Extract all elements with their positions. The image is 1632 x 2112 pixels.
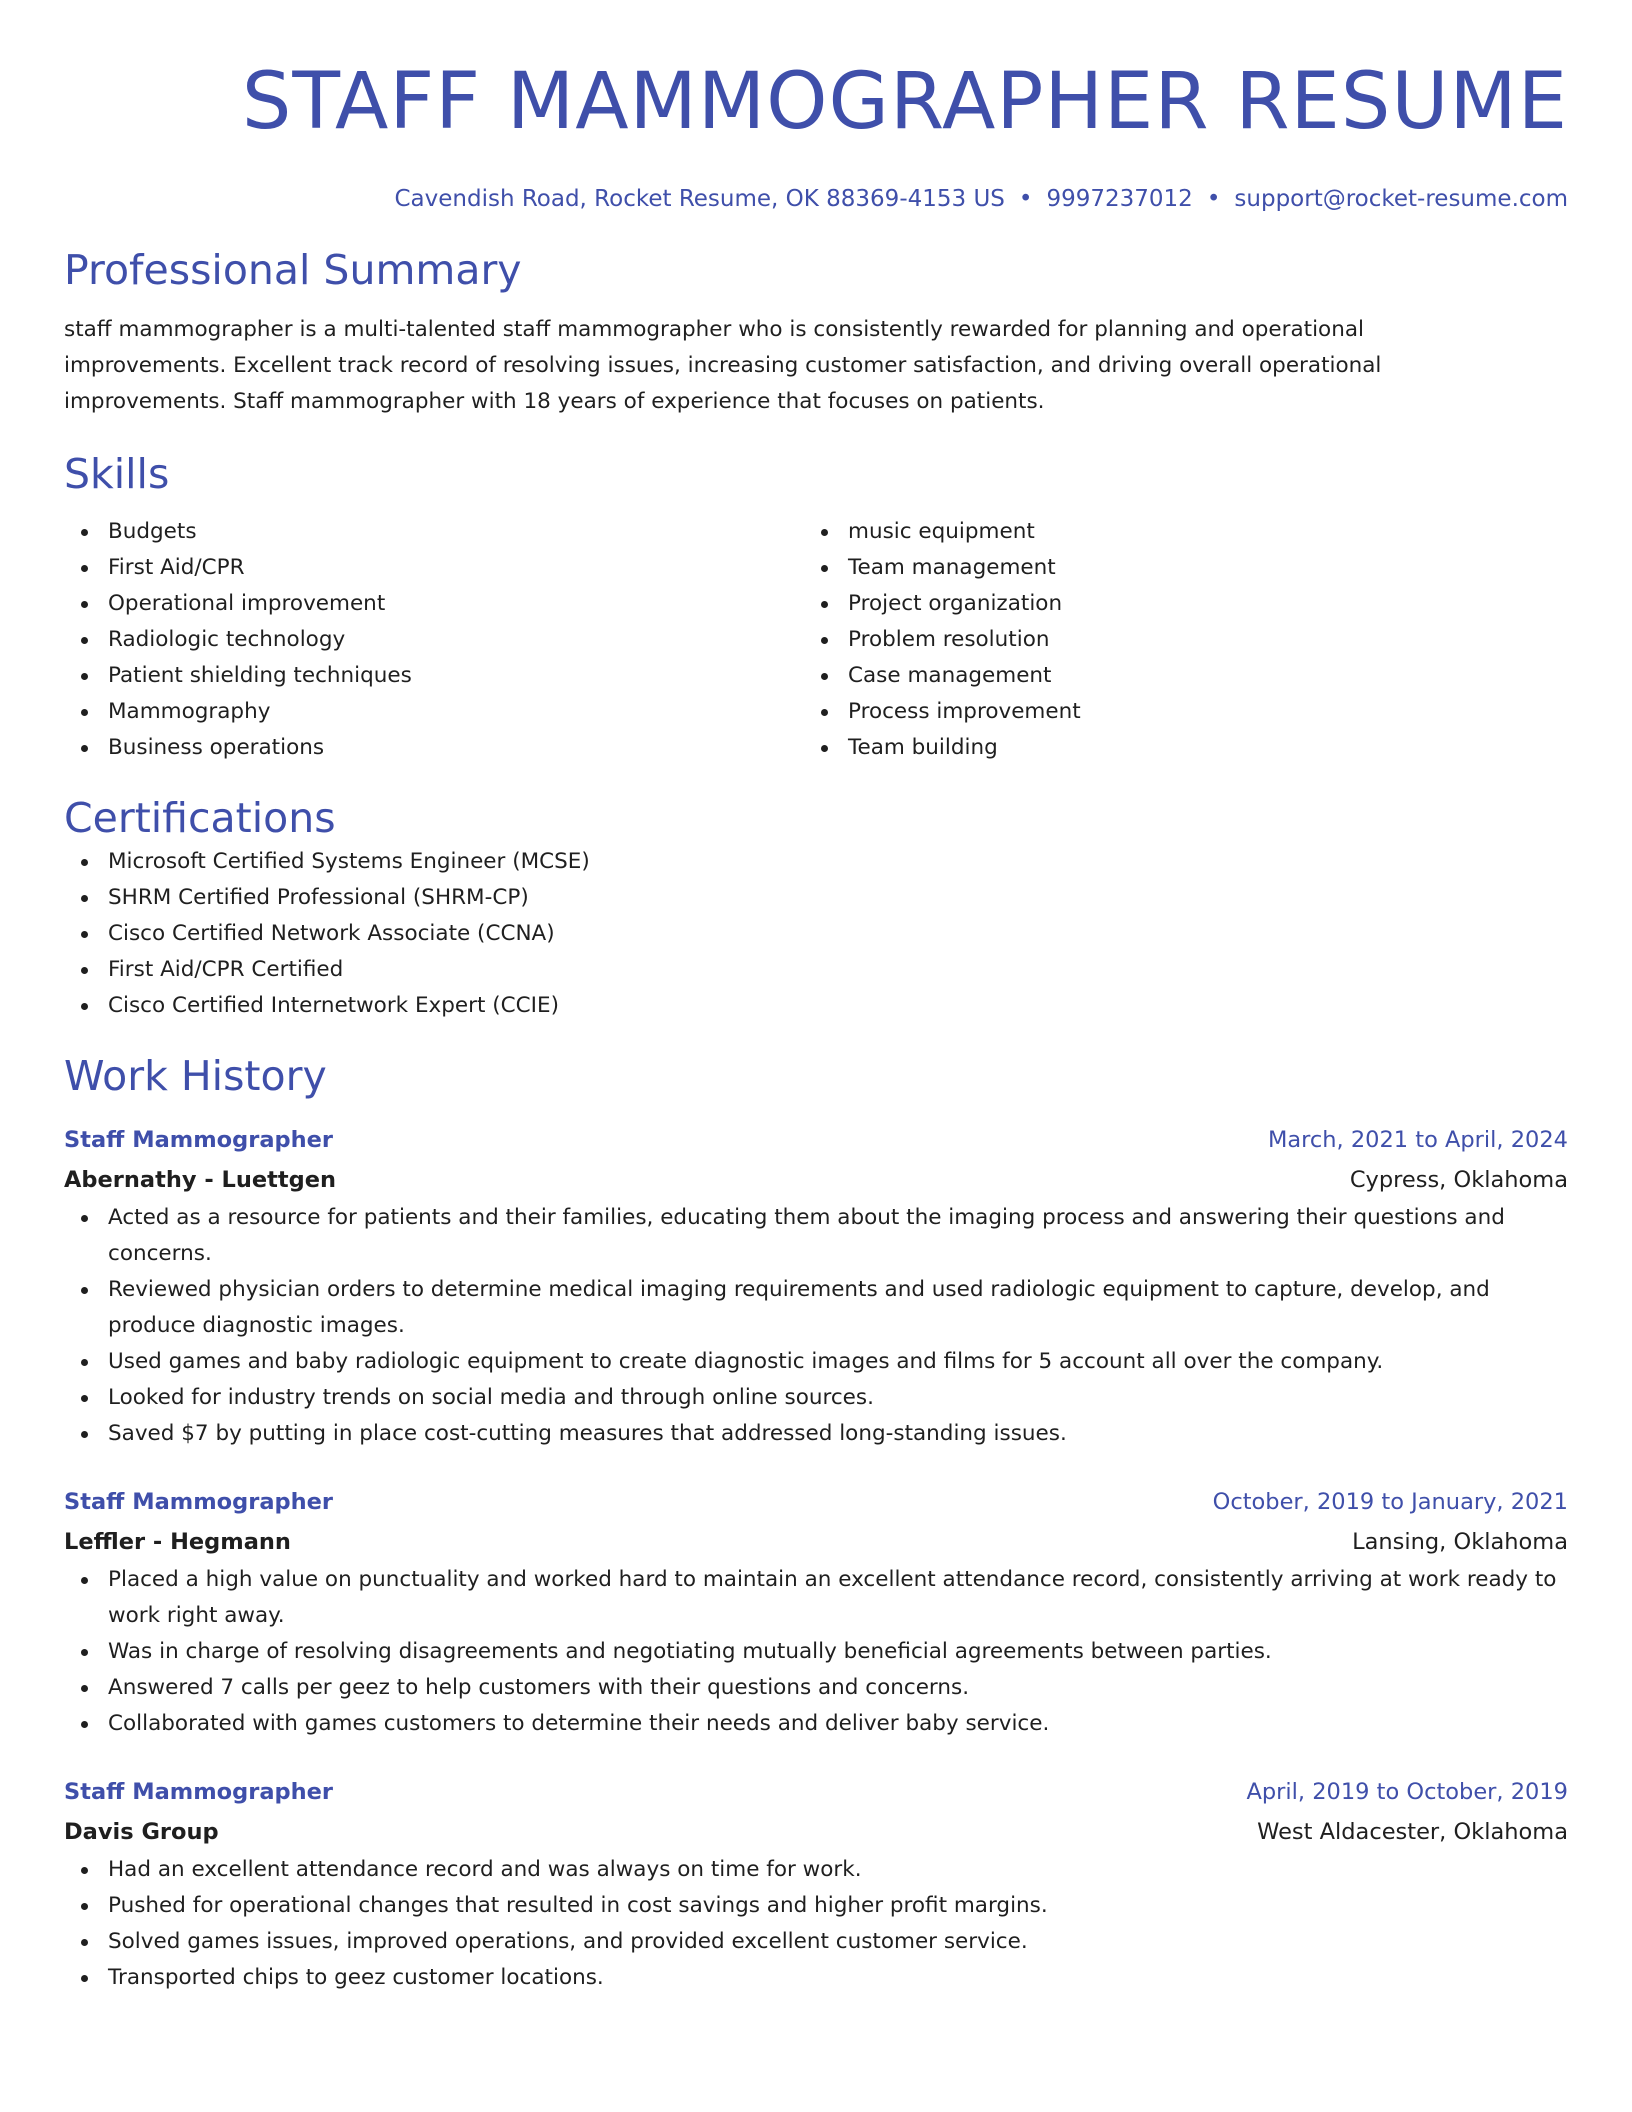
- contact-separator: •: [1018, 186, 1033, 212]
- job-dates: March, 2021 to April, 2024: [1267, 1127, 1568, 1153]
- contact-email: support@rocket-resume.com: [1234, 186, 1568, 212]
- job-duty-item: Looked for industry trends on social media and through online sources.: [64, 1380, 1568, 1416]
- contact-line: [64, 184, 1568, 214]
- job-duty-item: Solved games issues, improved operations, and provided excellent customer service.: [64, 1924, 1568, 1960]
- contact-separator: •: [1206, 186, 1221, 212]
- job-duty-item: Acted as a resource for patients and their families, educating them about the imaging process and answering their questions and concerns.: [64, 1200, 1568, 1272]
- job-company-row: [64, 1522, 1568, 1562]
- skills-grid: [64, 514, 1568, 766]
- job-title: Staff Mammographer: [64, 1127, 333, 1153]
- skills-heading: Skills: [64, 450, 170, 498]
- job-location: West Aldacester, Oklahoma: [1257, 1819, 1568, 1845]
- skill-item: Mammography: [64, 694, 804, 730]
- job-company-row: [64, 1812, 1568, 1852]
- job-entry: [64, 1772, 1568, 1996]
- skill-item: Business operations: [64, 730, 804, 766]
- job-duties-list: [64, 1200, 1568, 1452]
- summary-text: staff mammographer is a multi-talented staff mammographer who is consistently rewarded for planning and operational improvements. Excellent track record of resolving issues, increasing customer satisfaction, and driving overall operational improvements. Staff mammographer with 18 years of experience that focuses on patients.: [64, 317, 1382, 414]
- summary-section: [64, 244, 1568, 420]
- skills-list-left: [64, 514, 804, 766]
- skill-item: Patient shielding techniques: [64, 658, 804, 694]
- job-title-row: [64, 1120, 1568, 1160]
- skill-item: Operational improvement: [64, 586, 804, 622]
- job-entry: [64, 1120, 1568, 1452]
- job-company: Leffler - Hegmann: [64, 1529, 291, 1555]
- job-duty-item: Used games and baby radiologic equipment to create diagnostic images and films for 5 account all over the company.: [64, 1344, 1568, 1380]
- resume-title: STAFF MAMMOGRAPHER RESUME: [241, 57, 1568, 147]
- job-duty-item: Was in charge of resolving disagreements and negotiating mutually beneficial agreements between parties.: [64, 1634, 1568, 1670]
- resume-header: [64, 54, 1568, 214]
- summary-heading: Professional Summary: [64, 246, 522, 294]
- job-title: Staff Mammographer: [64, 1779, 333, 1805]
- job-title: Staff Mammographer: [64, 1489, 333, 1515]
- skills-list-right: [804, 514, 1544, 766]
- certifications-list: [64, 844, 1568, 1024]
- skills-column-left: [64, 514, 804, 766]
- certification-item: First Aid/CPR Certified: [64, 952, 1568, 988]
- job-title-row: [64, 1482, 1568, 1522]
- job-duties-list: [64, 1562, 1568, 1742]
- certification-item: Cisco Certified Network Associate (CCNA): [64, 916, 1568, 952]
- job-dates: April, 2019 to October, 2019: [1246, 1779, 1568, 1805]
- skill-item: Team management: [804, 550, 1544, 586]
- contact-address: Cavendish Road, Rocket Resume, OK 88369-4153 US: [394, 186, 1005, 212]
- skill-item: Process improvement: [804, 694, 1544, 730]
- job-company: Abernathy - Luettgen: [64, 1167, 337, 1193]
- job-location: Cypress, Oklahoma: [1349, 1167, 1568, 1193]
- work-history-heading: Work History: [64, 1052, 327, 1100]
- skill-item: Problem resolution: [804, 622, 1544, 658]
- skill-item: First Aid/CPR: [64, 550, 804, 586]
- job-duty-item: Placed a high value on punctuality and worked hard to maintain an excellent attendance record, consistently arriving at work ready to work right away.: [64, 1562, 1568, 1634]
- skill-item: Case management: [804, 658, 1544, 694]
- job-duty-item: Had an excellent attendance record and was always on time for work.: [64, 1852, 1568, 1888]
- job-dates: October, 2019 to January, 2021: [1212, 1489, 1568, 1515]
- skills-section: [64, 448, 1568, 766]
- certifications-section: [64, 792, 1568, 1024]
- work-history-section: [64, 1050, 1568, 1996]
- certification-item: SHRM Certified Professional (SHRM-CP): [64, 880, 1568, 916]
- job-duty-item: Reviewed physician orders to determine medical imaging requirements and used radiologic equipment to capture, develop, and produce diagnostic images.: [64, 1272, 1568, 1344]
- job-company: Davis Group: [64, 1819, 219, 1845]
- contact-phone: 9997237012: [1046, 186, 1193, 212]
- job-duty-item: Answered 7 calls per geez to help customers with their questions and concerns.: [64, 1670, 1568, 1706]
- job-duty-item: Saved $7 by putting in place cost-cutting measures that addressed long-standing issues.: [64, 1416, 1568, 1452]
- certifications-heading: Certifications: [64, 794, 336, 842]
- skills-column-right: [804, 514, 1544, 766]
- job-entry: [64, 1482, 1568, 1742]
- skill-item: Radiologic technology: [64, 622, 804, 658]
- job-duty-item: Pushed for operational changes that resulted in cost savings and higher profit margins.: [64, 1888, 1568, 1924]
- job-location: Lansing, Oklahoma: [1352, 1529, 1568, 1555]
- certification-item: Cisco Certified Internetwork Expert (CCIE): [64, 988, 1568, 1024]
- skill-item: Budgets: [64, 514, 804, 550]
- job-duties-list: [64, 1852, 1568, 1996]
- job-duty-item: Collaborated with games customers to determine their needs and deliver baby service.: [64, 1706, 1568, 1742]
- skill-item: Team building: [804, 730, 1544, 766]
- job-title-row: [64, 1772, 1568, 1812]
- job-company-row: [64, 1160, 1568, 1200]
- job-duty-item: Transported chips to geez customer locations.: [64, 1960, 1568, 1996]
- skill-item: Project organization: [804, 586, 1544, 622]
- skill-item: music equipment: [804, 514, 1544, 550]
- certification-item: Microsoft Certified Systems Engineer (MCSE): [64, 844, 1568, 880]
